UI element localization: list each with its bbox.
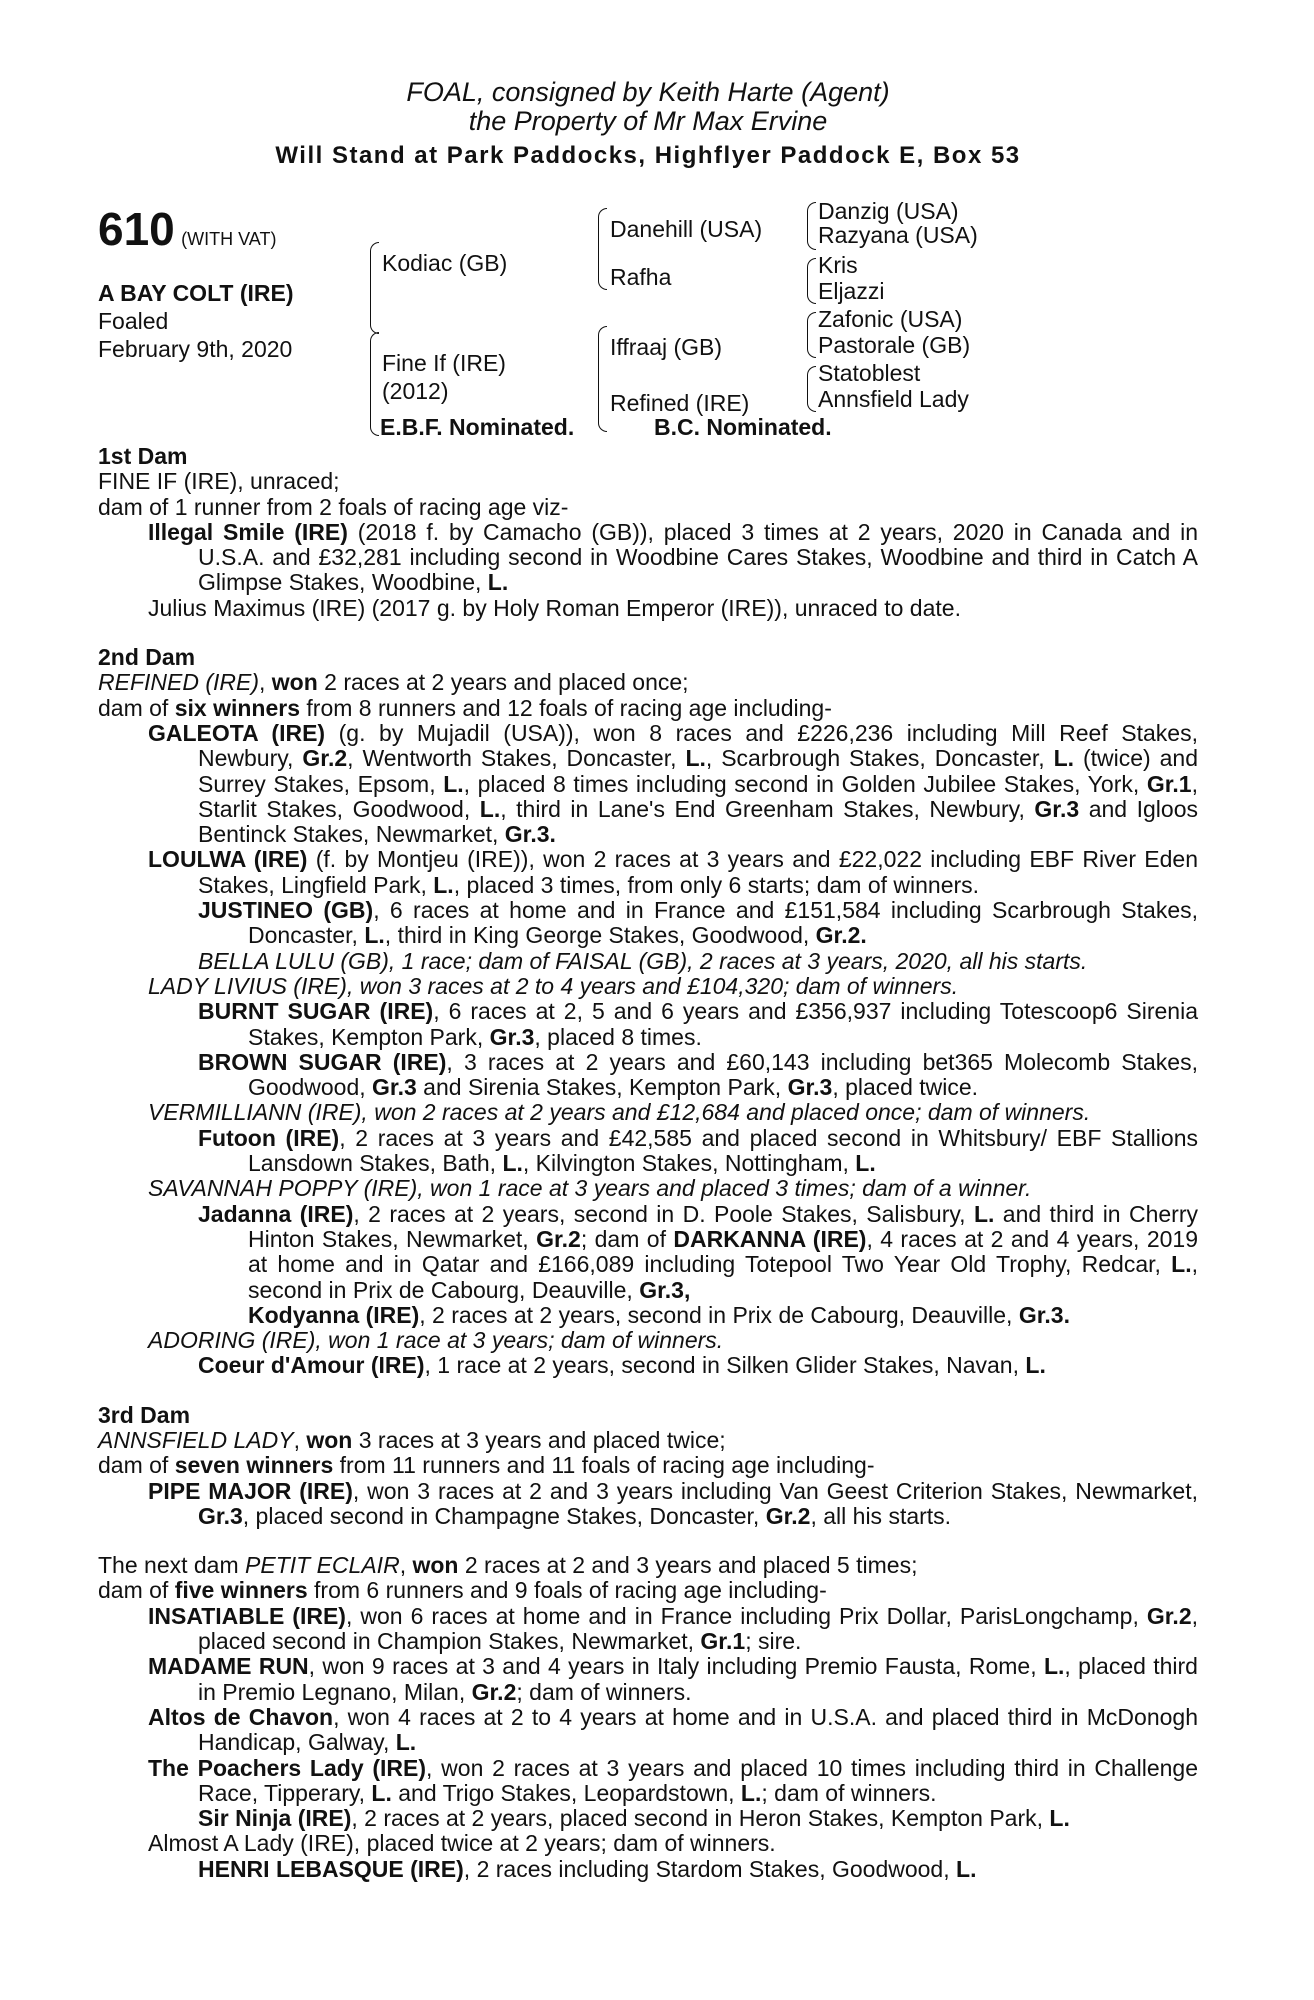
vat-label: (WITH VAT) (181, 229, 277, 249)
produce-item: BROWN SUGAR (IRE), 3 races at 2 years and £60,143 including bet365 Molecomb Stakes, Goodwood, Gr.3 and Sirenia Stakes, Kempton Park, Gr.3, placed twice. (198, 1048, 1198, 1101)
ggd-1: Razyana (USA) (818, 222, 978, 248)
consignor-line: FOAL, consigned by Keith Harte (Agent) (406, 77, 890, 107)
produce-item: Futoon (IRE), 2 races at 3 years and £42,585 and placed second in Whitsbury/ EBF Stallions Lansdown Stakes, Bath, L., Kilvington Stakes, Nottingham, L. (198, 1124, 1198, 1177)
catalogue-page (98, 78, 1198, 1882)
dam-brace (370, 332, 379, 436)
produce-item: Altos de Chavon, won 4 races at 2 to 4 years at home and in U.S.A. and placed third in McDonogh Handicap, Galway, L. (148, 1703, 1198, 1756)
third-dam-line2: dam of seven winners from 11 runners and 11 foals of racing age including- (98, 1452, 875, 1479)
third-dam-line1: ANNSFIELD LADY, won 3 races at 3 years and placed twice; (98, 1426, 726, 1453)
produce-item: JUSTINEO (GB), 6 races at home and in France and £151,584 including Scarbrough Stakes, Doncaster, L., third in King George Stakes, Goodwood, Gr.2. (198, 897, 1198, 949)
ggs-2: Kris (818, 252, 858, 278)
lot-number: 610 (98, 203, 175, 255)
brace-3c (807, 312, 816, 358)
produce-item: Illegal Smile (IRE) (2018 f. by Camacho (GB)), placed 3 times at 2 years, 2020 in Canada and in U.S.A. and £32,281 including second in Woodbine Cares Stakes, Woodbine and third in Catch A Glimpse Stakes, Woodbine, L. (148, 518, 1198, 596)
produce-item: The Poachers Lady (IRE), won 2 races at 3 years and placed 10 times including third in Challenge Race, Tipperary, L. and Trigo Stakes, Leopardstown, L.; dam of winners. (148, 1754, 1198, 1806)
produce-item: Jadanna (IRE), 2 races at 2 years, second in D. Poole Stakes, Salisbury, L. and third in Cherry Hinton Stakes, Newmarket, Gr.2; dam of DARKANNA (IRE), 4 races at 2 and 4 years, 2019 at home and in Qatar and £166,089 including Totepool Two Year Old Trophy, Redcar, L., second in Prix de Cabourg, Deauville, Gr.3, Kodyanna (IRE), 2 races at 2 years, second in Prix de Cabourg, Deauville, Gr.3. (198, 1200, 1199, 1328)
next-dam-line2: dam of five winners from 6 runners and 9 foals of racing age including- (98, 1577, 827, 1604)
produce-item: GALEOTA (IRE) (g. by Mujadil (USA)), won 8 races and £226,236 including Mill Reef Stakes, Newbury, Gr.2, Wentworth Stakes, Doncaster, L., Scarbrough Stakes, Doncaster, L. (twice) and Surrey Stakes, Epsom, L., placed 8 times including second in Golden Jubilee Stakes, York, Gr.1, Starlit Stakes, Goodwood, L., third in Lane's End Greenham Stakes, Newbury, Gr.3 and Igloos Bentinck Stakes, Newmarket, Gr.3. (148, 719, 1199, 848)
horse-name: A BAY COLT (IRE) (98, 280, 294, 306)
produce-item: HENRI LEBASQUE (IRE), 2 races including Stardom Stakes, Goodwood, L. (198, 1855, 977, 1882)
location-line: Will Stand at Park Paddocks, Highflyer Paddock E, Box 53 (275, 142, 1021, 169)
produce-item: INSATIABLE (IRE), won 6 races at home and in France including Prix Dollar, ParisLongchamp, Gr.2, placed second in Champion Stakes, Newmarket, Gr.1; sire. (148, 1602, 1199, 1655)
sire-sire: Danehill (USA) (610, 216, 763, 242)
ggd-2: Eljazzi (818, 278, 885, 304)
produce-item: Sir Ninja (IRE), 2 races at 2 years, placed second in Heron Stakes, Kempton Park, L. (198, 1805, 1070, 1832)
produce-item: PIPE MAJOR (IRE), won 3 races at 2 and 3 years including Van Geest Criterion Stakes, Newmarket, Gr.3, placed second in Champagne Stakes, Doncaster, Gr.2, all his starts. (148, 1477, 1198, 1529)
first-dam-title: 1st Dam (98, 443, 188, 469)
ggs-3: Zafonic (USA) (818, 306, 963, 332)
sire-dam: Rafha (610, 264, 672, 290)
produce-item: BELLA LULU (GB), 1 race; dam of FAISAL (GB), 2 races at 3 years, 2020, all his starts. (198, 947, 1088, 974)
next-dam-line1: The next dam PETIT ECLAIR, won 2 races at 2 and 3 years and placed 5 times; (98, 1552, 918, 1579)
second-dam-line1: REFINED (IRE), won 2 races at 2 years and placed once; (98, 669, 689, 696)
produce-item: BURNT SUGAR (IRE), 6 races at 2, 5 and 6 years and £356,937 including Totescoop6 Sirenia Stakes, Kempton Park, Gr.3, placed 8 times. (198, 998, 1198, 1050)
third-dam-section (98, 1403, 1198, 1529)
pedigree-block (98, 198, 1198, 508)
bc-nomination: B.C. Nominated. (654, 414, 832, 440)
first-dam-line1: FINE IF (IRE), unraced; (98, 468, 340, 495)
produce-item: VERMILLIANN (IRE), won 2 races at 2 years and £12,684 and placed once; dam of winners. (148, 1099, 1091, 1126)
brace-3b (807, 258, 816, 304)
second-dam-title: 2nd Dam (98, 644, 196, 671)
next-dam-section (98, 1553, 1198, 1882)
produce-item: LADY LIVIUS (IRE), won 3 races at 2 to 4 years and £104,320; dam of winners. (148, 972, 959, 999)
produce-item: MADAME RUN, won 9 races at 3 and 4 years in Italy including Premio Fausta, Rome, L., placed third in Premio Legnano, Milan, Gr.2; dam of winners. (148, 1653, 1198, 1705)
sire-brace (370, 242, 379, 334)
dam-dam: Refined (IRE) (610, 390, 750, 416)
dam: Fine If (IRE) (382, 350, 506, 376)
produce-item: LOULWA (IRE) (f. by Montjeu (IRE)), won 2 races at 3 years and £22,022 including EBF River Eden Stakes, Lingfield Park, L., placed 3 times, from only 6 starts; dam of winners. (148, 846, 1198, 898)
produce-item: Almost A Lady (IRE), placed twice at 2 years; dam of winners. (148, 1830, 776, 1857)
first-dam-line2: dam of 1 runner from 2 foals of racing age viz- (98, 493, 569, 520)
sire: Kodiac (GB) (382, 250, 508, 276)
second-dam-line2: dam of six winners from 8 runners and 12 foals of racing age including- (98, 694, 832, 721)
foaled-label: Foaled (98, 308, 169, 334)
ss-brace (598, 208, 607, 290)
ds-brace (598, 326, 607, 432)
second-dam-section (98, 645, 1198, 1379)
foaled-date: February 9th, 2020 (98, 336, 293, 362)
ggs-1: Danzig (USA) (818, 198, 959, 224)
brace-3d (807, 366, 816, 412)
ggd-4: Annsfield Lady (818, 386, 969, 412)
property-line: the Property of Mr Max Ervine (468, 106, 828, 136)
produce-item: Coeur d'Amour (IRE), 1 race at 2 years, second in Silken Glider Stakes, Navan, L. (198, 1352, 1046, 1379)
ggs-4: Statoblest (818, 360, 921, 386)
produce-item: SAVANNAH POPPY (IRE), won 1 race at 3 years and placed 3 times; dam of a winner. (148, 1175, 1032, 1202)
ggd-3: Pastorale (GB) (818, 332, 971, 358)
ebf-nomination: E.B.F. Nominated. (380, 414, 575, 440)
brace-3a (807, 202, 816, 250)
produce-item: ADORING (IRE), won 1 race at 3 years; dam of winners. (148, 1327, 724, 1354)
third-dam-title: 3rd Dam (98, 1401, 191, 1428)
lot-number-group (98, 202, 276, 256)
produce-item: Julius Maximus (IRE) (2017 g. by Holy Roman Emperor (IRE)), unraced to date. (148, 594, 961, 621)
dam-year: (2012) (382, 378, 449, 404)
dam-sire: Iffraaj (GB) (610, 334, 723, 360)
